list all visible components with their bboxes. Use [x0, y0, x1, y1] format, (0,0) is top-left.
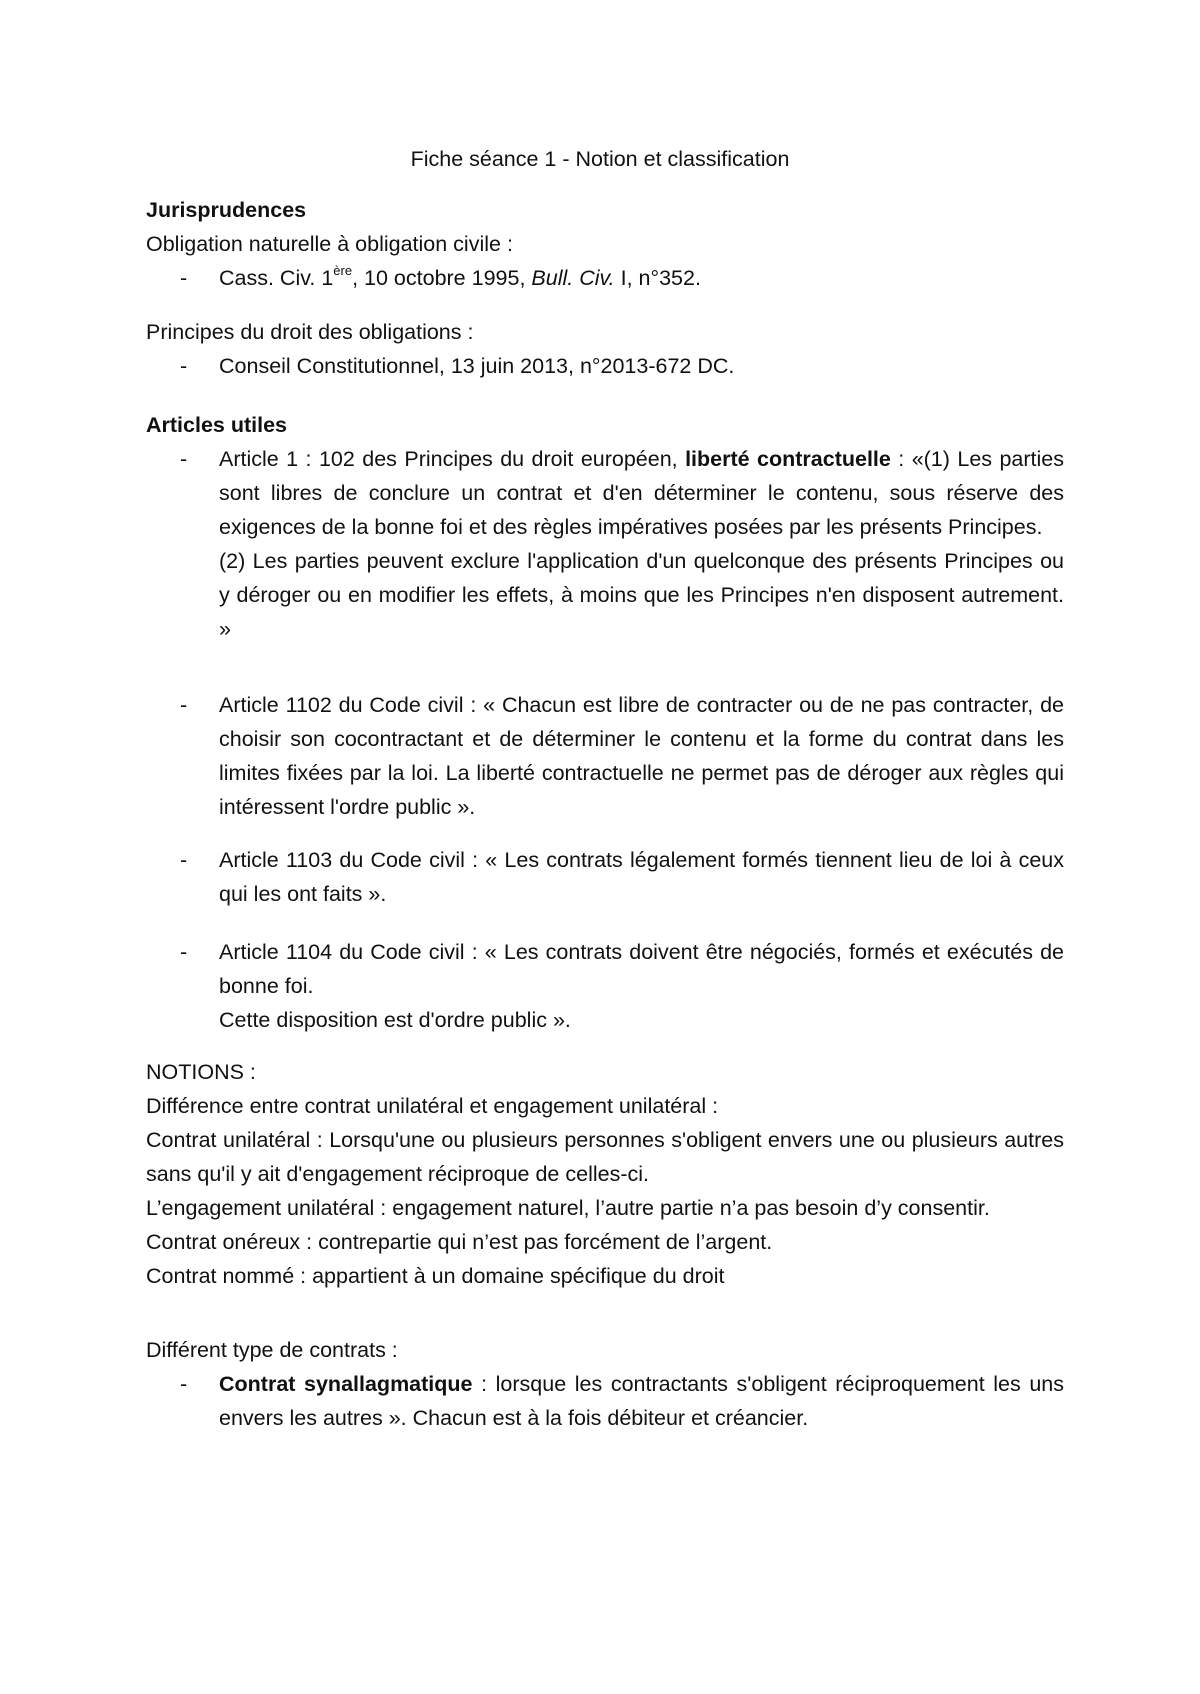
notions-section	[146, 1055, 1064, 1293]
article-item-4	[146, 935, 1064, 1037]
citation-mid: , 10 octobre 1995,	[352, 266, 532, 290]
article-1-post: : «(1) Les parties sont libres de conclure un contrat et d'en déterminer le contenu, sous réserve des exigences de la bonne foi et des règles impératives posées par les présents Principes.	[219, 447, 1064, 539]
type-1-bold: Contrat synallagmatique	[219, 1372, 473, 1396]
notions-line-4: Contrat onéreux : contrepartie qui n’est pas forcément de l’argent.	[146, 1230, 773, 1254]
jurisprudence-item-2	[146, 349, 1064, 383]
type-1-post: : lorsque les contractants s'obligent réciproquement les uns envers les autres ». Chacun est à la fois débiteur et créancier.	[219, 1372, 1064, 1430]
article-2-text: Article 1102 du Code civil : « Chacun est libre de contracter ou de ne pas contracter, de choisir son cocontractant et de déterminer le contenu et la forme du contrat dans les limites fixées par la loi. La liberté contractuelle ne permet pas de déroger aux règles qui intéressent l'ordre public ».	[219, 693, 1064, 819]
articles-section	[146, 408, 1064, 646]
article-1-paragraph-2: (2) Les parties peuvent exclure l'application d'un quelconque des présents Principes ou y déroger ou en modifier les effets, à moins que les Principes n'en disposent autrement. »	[219, 549, 1064, 641]
notions-line-1: Différence entre contrat unilatéral et engagement unilatéral :	[146, 1094, 719, 1118]
jurisprudence-item-1	[146, 261, 1064, 295]
article-1-bold: liberté contractuelle	[685, 447, 891, 471]
document-title: Fiche séance 1 - Notion et classification	[410, 147, 790, 171]
articles-heading: Articles utiles	[146, 413, 287, 437]
article-1-pre: Article 1 : 102 des Principes du droit européen,	[219, 447, 686, 471]
citation-pre: Cass. Civ. 1	[219, 266, 334, 290]
notions-heading: NOTIONS :	[146, 1060, 256, 1084]
article-item-3	[146, 843, 1064, 911]
citation-sup: ère	[333, 262, 353, 278]
types-section	[146, 1333, 1064, 1435]
bullet-dash: -	[180, 940, 188, 964]
bullet-dash: -	[180, 1372, 188, 1396]
article-4-paragraph-1: Article 1104 du Code civil : « Les contrats doivent être négociés, formés et exécutés de bonne foi.	[219, 940, 1064, 998]
jurisprudences-subheading-1: Obligation naturelle à obligation civile :	[146, 232, 513, 256]
article-item-2	[146, 688, 1064, 824]
bullet-dash: -	[180, 848, 188, 872]
types-heading: Différent type de contrats :	[146, 1338, 398, 1362]
article-item-1	[146, 442, 1064, 646]
jurisprudences-section	[146, 193, 1064, 295]
principes-section	[146, 315, 1064, 383]
bullet-dash: -	[180, 266, 188, 290]
jurisprudences-subheading-2: Principes du droit des obligations :	[146, 320, 474, 344]
article-4-paragraph-2: Cette disposition est d'ordre public ».	[219, 1008, 571, 1032]
article-item-3-block	[146, 843, 1064, 911]
article-item-2-block	[146, 688, 1064, 824]
jurisprudences-heading: Jurisprudences	[146, 198, 307, 222]
citation-post: I, n°352.	[614, 266, 701, 290]
bullet-dash: -	[180, 447, 188, 471]
citation-italic: Bull. Civ.	[531, 266, 615, 290]
notions-line-2: Contrat unilatéral : Lorsqu'une ou plusieurs personnes s'obligent envers une ou plusieurs autres sans qu'il y ait d'engagement réciproque de celles-ci.	[146, 1128, 1064, 1186]
bullet-dash: -	[180, 354, 188, 378]
article-item-4-block	[146, 935, 1064, 1037]
article-3-text: Article 1103 du Code civil : « Les contrats légalement formés tiennent lieu de loi à ceux qui les ont faits ».	[219, 848, 1064, 906]
type-item-1	[146, 1367, 1064, 1435]
citation-text: Conseil Constitutionnel, 13 juin 2013, n°2013-672 DC.	[219, 354, 735, 378]
bullet-dash: -	[180, 693, 188, 717]
notions-line-3: L’engagement unilatéral : engagement naturel, l’autre partie n’a pas besoin d’y consentir.	[146, 1196, 990, 1220]
notions-line-5: Contrat nommé : appartient à un domaine spécifique du droit	[146, 1264, 725, 1288]
